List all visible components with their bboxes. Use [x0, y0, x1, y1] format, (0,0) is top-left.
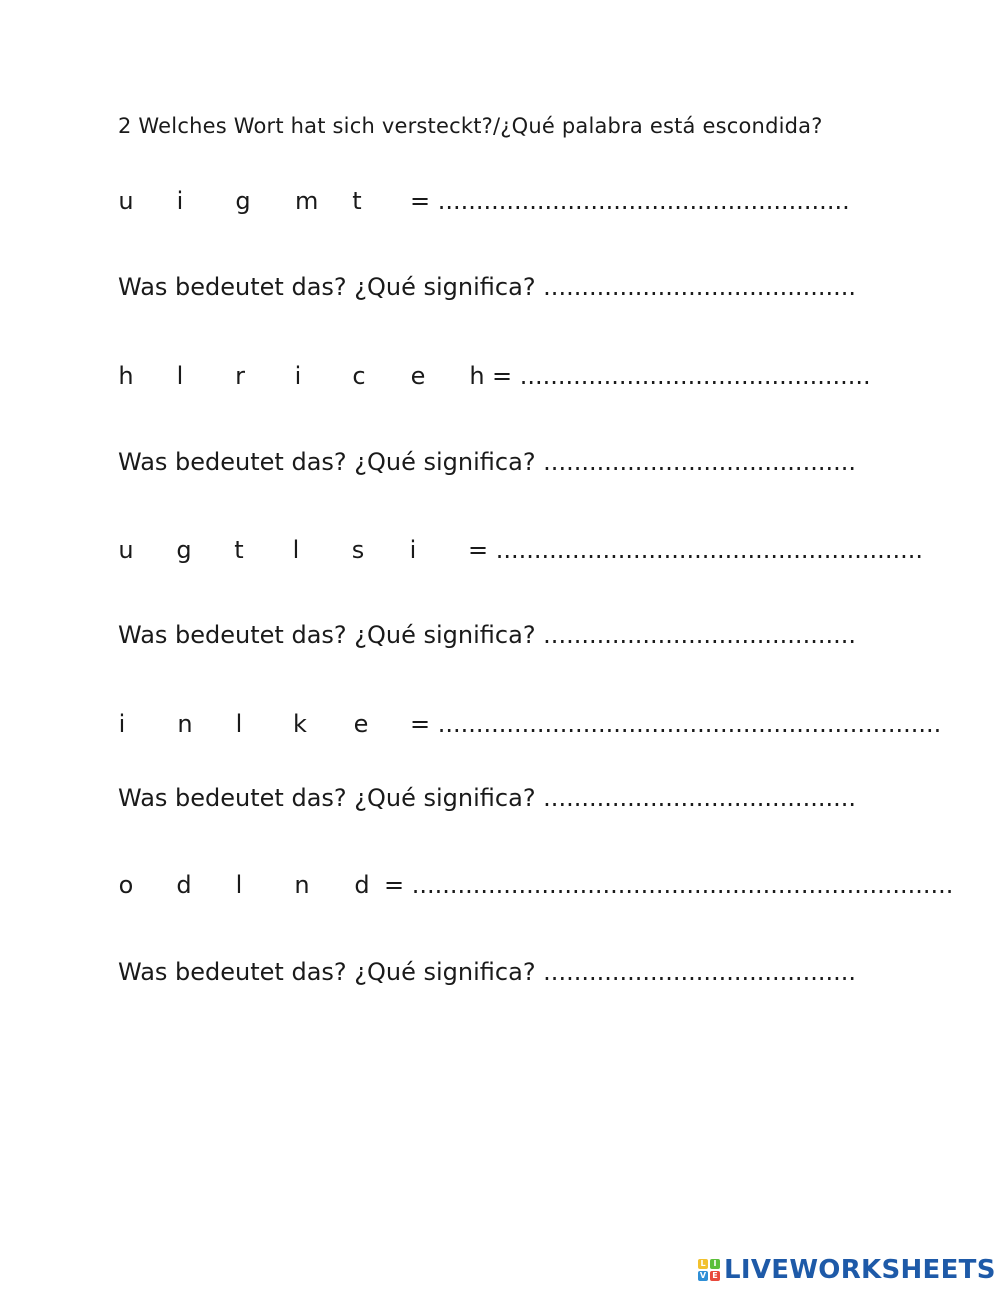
answer-blank[interactable]: = .................................................................. [410, 710, 942, 738]
liveworksheets-logo [698, 1254, 996, 1286]
scrambled-letter: i [118, 710, 126, 738]
answer-blank[interactable]: = .............................................. [492, 362, 871, 390]
scrambled-letter: h [469, 362, 485, 390]
logo-mark-tile: E [710, 1271, 720, 1281]
scrambled-letter: i [409, 536, 417, 564]
scrambled-letter: i [294, 362, 302, 390]
scrambled-letter: m [295, 187, 319, 215]
answer-blank[interactable]: = ...................................................... [410, 187, 850, 215]
scrambled-letter: t [352, 187, 362, 215]
answer-blank[interactable]: = ....................................................................... [384, 871, 954, 899]
logo-text: LIVEWORKSHEETS [724, 1255, 996, 1285]
scrambled-letter: r [235, 362, 245, 390]
scrambled-letter: t [234, 536, 244, 564]
scrambled-letter: o [118, 871, 134, 899]
scrambled-letter: l [292, 536, 300, 564]
worksheet-heading: 2 Welches Wort hat sich versteckt?/¿Qué palabra está escondida? [118, 114, 823, 138]
scrambled-letter: d [354, 871, 370, 899]
meaning-question-2[interactable]: Was bedeutet das? ¿Qué significa? ......................................... [118, 448, 856, 476]
scrambled-letter: u [118, 187, 134, 215]
meaning-question-3[interactable]: Was bedeutet das? ¿Qué significa? ......................................... [118, 621, 856, 649]
logo-mark-tile: L [698, 1259, 708, 1269]
meaning-question-1[interactable]: Was bedeutet das? ¿Qué significa? ......................................... [118, 273, 856, 301]
logo-mark-tile: I [710, 1259, 720, 1269]
scrambled-letter: i [176, 187, 184, 215]
scrambled-letter: e [410, 362, 426, 390]
scrambled-letter: g [235, 187, 251, 215]
meaning-question-4[interactable]: Was bedeutet das? ¿Qué significa? ......................................... [118, 784, 856, 812]
scrambled-letter: d [176, 871, 192, 899]
liveworksheets-mark-icon [698, 1259, 720, 1281]
scrambled-letter: s [351, 536, 365, 564]
scrambled-letter: u [118, 536, 134, 564]
scrambled-letter: l [176, 362, 184, 390]
scrambled-letter: n [294, 871, 310, 899]
scrambled-letter: k [293, 710, 307, 738]
answer-blank[interactable]: = ........................................................ [468, 536, 923, 564]
logo-mark-tile: V [699, 1271, 707, 1280]
scrambled-letter: n [177, 710, 193, 738]
scrambled-letter: l [235, 871, 243, 899]
scrambled-letter: g [176, 536, 192, 564]
scrambled-letter: c [352, 362, 366, 390]
scrambled-letter: l [235, 710, 243, 738]
scrambled-letter: h [118, 362, 134, 390]
meaning-question-5[interactable]: Was bedeutet das? ¿Qué significa? ......................................... [118, 958, 856, 986]
scrambled-letter: e [353, 710, 369, 738]
